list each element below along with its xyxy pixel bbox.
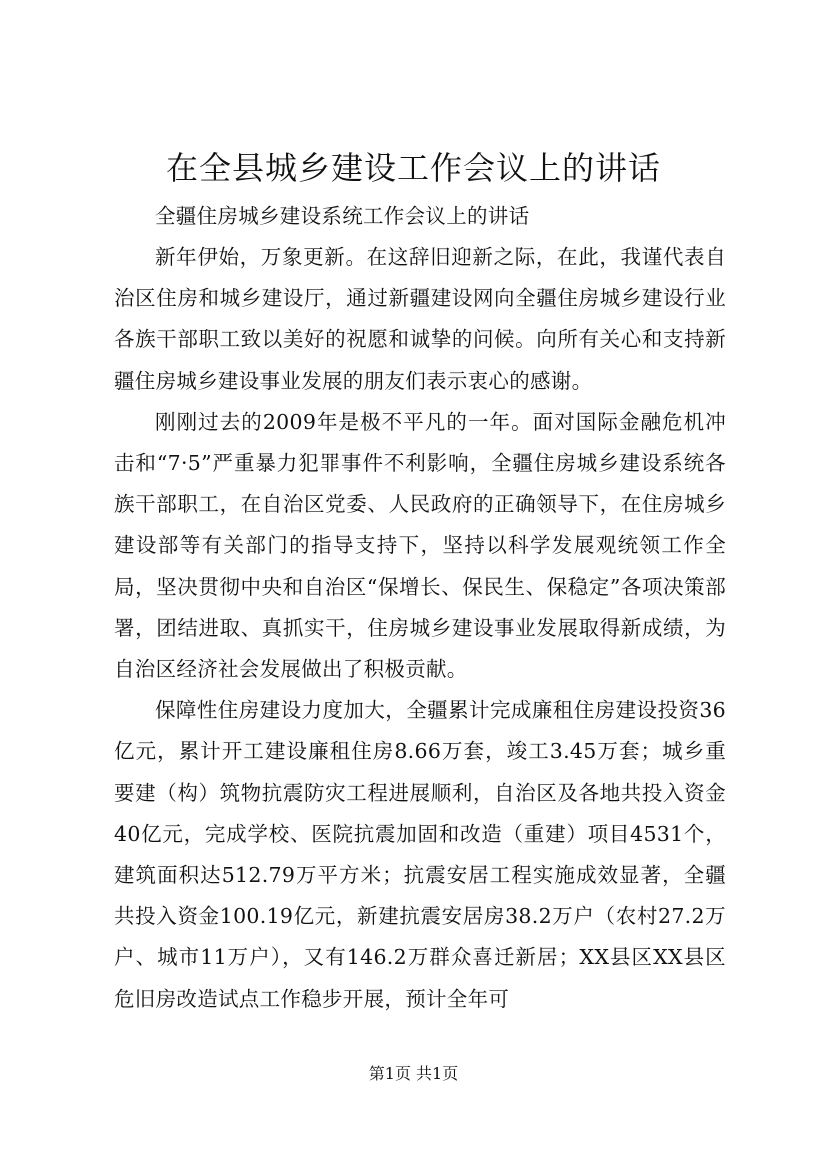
document-title: 在全县城乡建设工作会议上的讲话 — [165, 149, 661, 187]
paragraph-review-2009: 刚刚过去的2009年是极不平凡的一年。面对国际金融危机冲击和“7·5”严重暴力犯罪事件不利影响，全疆住房城乡建设系统各族干部职工，在自治区党委、人民政府的正确领导下，在住房城乡建设部等有关部门的指导支持下，坚持以科学发展观统领工作全局，坚决贯彻中央和自治区“保增长、保民生、保稳定”各项决策部署，团结进取、真抓实干，住房城乡建设事业发展取得新成绩，为自治区经济社会发展做出了积极贡献。 — [114, 409, 726, 682]
paragraph-housing-achievements: 保障性住房建设力度加大，全疆累计完成廉租住房建设投资36亿元，累计开工建设廉租住房8.66万套，竣工3.45万套；城乡重要建（构）筑物抗震防灾工程进展顺利，自治区及各地共投入资金40亿元，完成学校、医院抗震加固和改造（重建）项目4531个，建筑面积达512.79万平方米；抗震安居工程实施成效显著，全疆共投入资金100.19亿元，新建抗震安居房38.2万户（农村27.2万户、城市11万户），又有146.2万群众喜迁新居；XX县区XX县区危旧房改造试点工作稳步开展，预计全年可 — [114, 698, 726, 1011]
page-footer: 第1页 共1页 — [368, 1064, 459, 1083]
document-body — [114, 196, 726, 1020]
paragraph-greeting: 新年伊始，万象更新。在这辞旧迎新之际，在此，我谨代表自治区住房和城乡建设厅，通过新疆建设网向全疆住房城乡建设行业各族干部职工致以美好的祝愿和诚挚的问候。向所有关心和支持新疆住房城乡建设事业发展的朋友们表示衷心的感谢。 — [114, 245, 726, 393]
speech-subtitle: 全疆住房城乡建设系统工作会议上的讲话 — [155, 204, 530, 228]
